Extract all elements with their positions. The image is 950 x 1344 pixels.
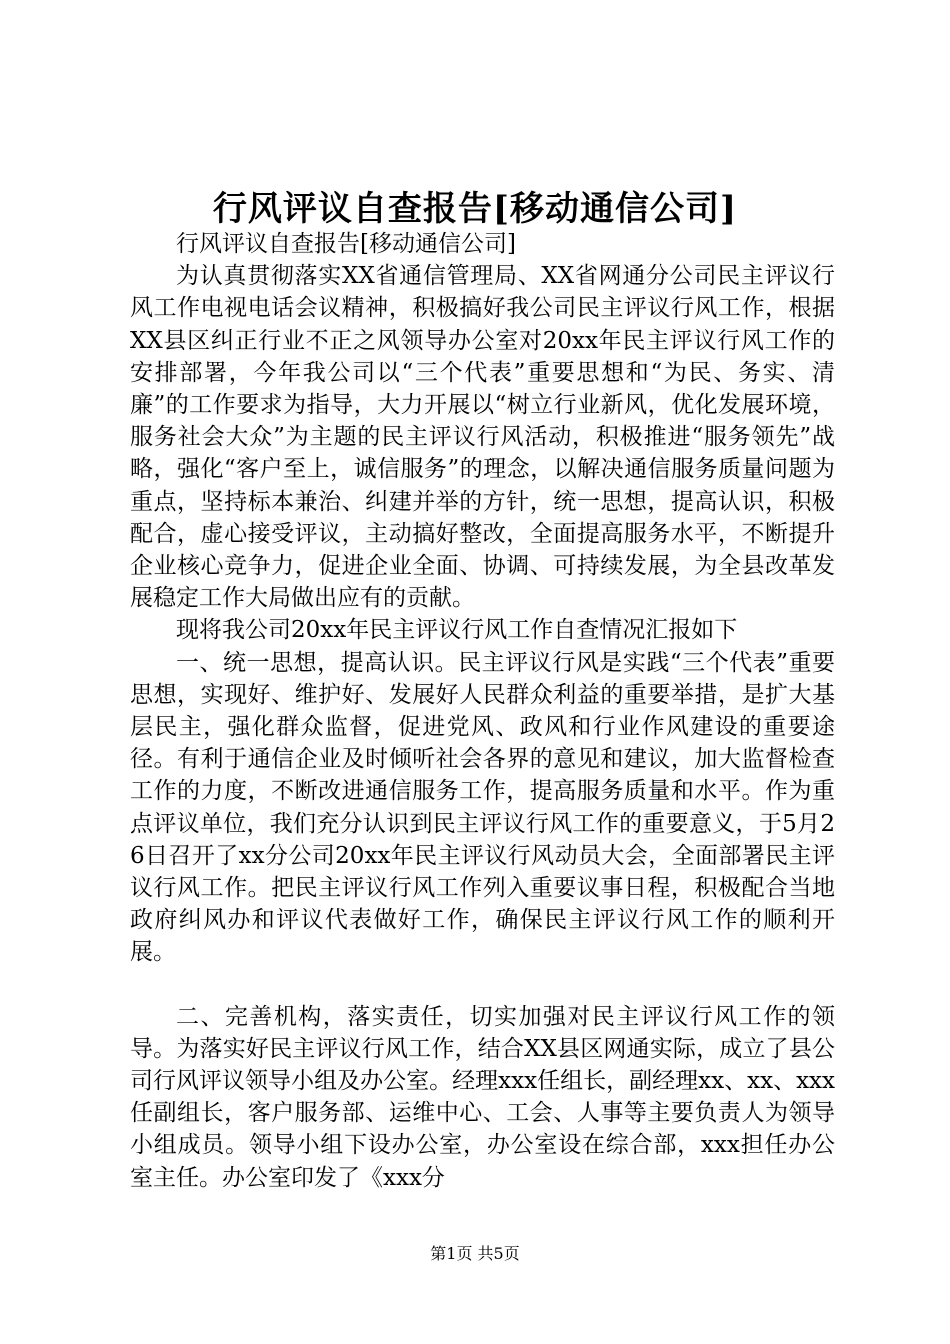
section-two-paragraph: 二、完善机构，落实责任，切实加强对民主评议行风工作的领导。为落实好民主评议行风工作，结合XX县区网通实际，成立了县公司行风评议领导小组及办公室。经理xxx任组长，副经理xx、xx、xxx任副组长，客户服务部、运维中心、工会、人事等主要负责人为领导小组成员。领导小组下设办公室，办公室设在综合部，xxx担任办公室主任。办公室印发了《xxx分 — [130, 1003, 835, 1191]
page-number-footer: 第1页 共5页 — [430, 1244, 520, 1263]
subtitle-paragraph: 行风评议自查报告[移动通信公司] — [176, 231, 516, 257]
summary-lead-paragraph: 现将我公司20xx年民主评议行风工作自查情况汇报如下 — [176, 617, 738, 644]
intro-paragraph: 为认真贯彻落实XX省通信管理局、XX省网通分公司民主评议行风工作电视电话会议精神，积极搞好我公司民主评议行风工作，根据XX县区纠正行业不正之风领导办公室对20xx年民主评议行风工作的安排部署，今年我公司以“三个代表”重要思想和“为民、务实、清廉”的工作要求为指导，大力开展以“树立行业新风，优化发展环境，服务社会大众”为主题的民主评议行风活动，积极推进“服务领先”战略，强化“客户至上，诚信服务”的理念，以解决通信服务质量问题为重点，坚持标本兼治、纠建并举的方针，统一思想，提高认识，积极配合，虚心接受评议，主动搞好整改，全面提高服务水平，不断提升企业核心竞争力，促进企业全面、协调、可持续发展，为全县改革发展稳定工作大局做出应有的贡献。 — [130, 263, 835, 612]
section-one-paragraph: 一、统一思想，提高认识。民主评议行风是实践“三个代表”重要思想，实现好、维护好、发展好人民群众利益的重要举措，是扩大基层民主，强化群众监督，促进党风、政风和行业作风建设的重要途径。有利于通信企业及时倾听社会各界的意见和建议，加大监督检查工作的力度，不断改进通信服务工作，提高服务质量和水平。作为重点评议单位，我们充分认识到民主评议行风工作的重要意义，于5月26日召开了xx分公司20xx年民主评议行风动员大会，全面部署民主评议行风工作。把民主评议行风工作列入重要议事日程，积极配合当地政府纠风办和评议代表做好工作，确保民主评议行风工作的顺利开展。 — [130, 649, 835, 966]
document-title: 行风评议自查报告[移动通信公司] — [212, 189, 738, 229]
document-body — [130, 228, 835, 1194]
